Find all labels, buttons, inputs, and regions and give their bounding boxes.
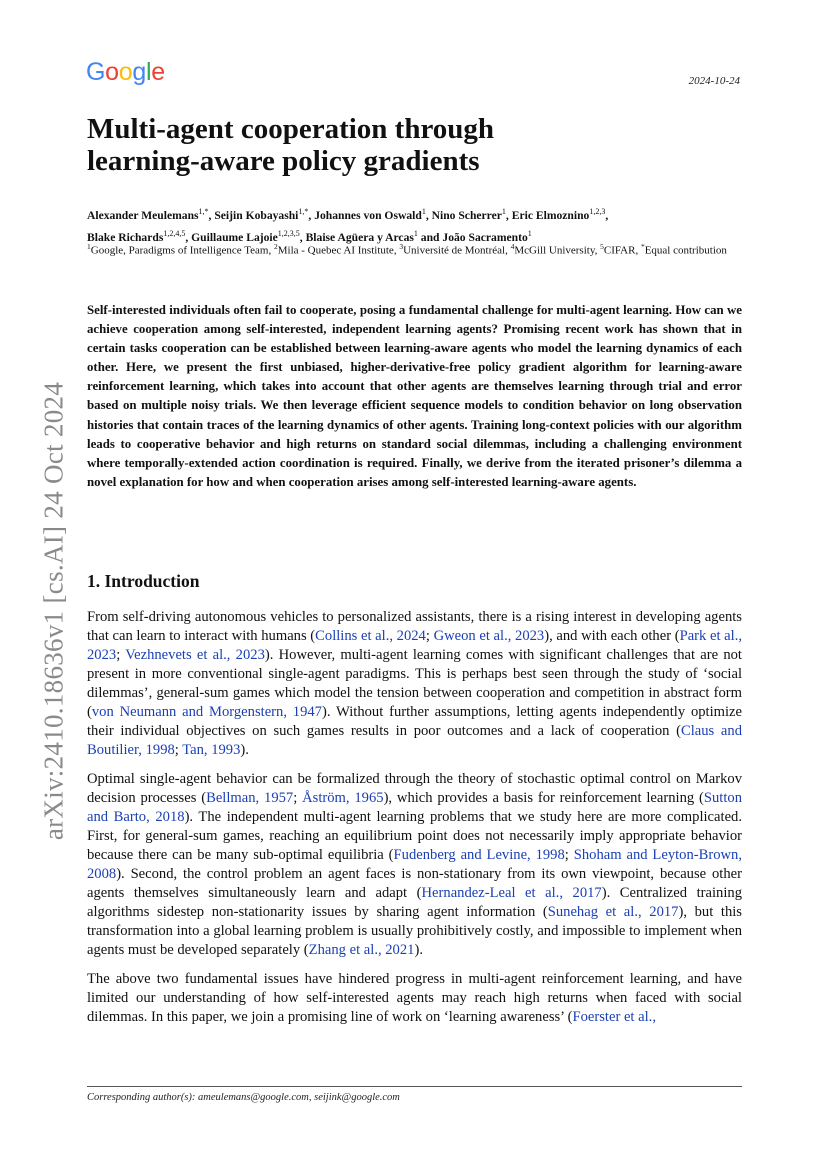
affiliation-text: CIFAR,: [603, 244, 641, 257]
citation-link[interactable]: von Neumann and Morgenstern, 1947: [91, 704, 322, 720]
author-name: Johannes von Oswald: [314, 208, 422, 222]
author-affiliation-mark: 1: [413, 228, 418, 238]
affiliation-text: Equal contribution: [644, 244, 727, 257]
author-name: Blaise Agüera y Arcas: [305, 230, 414, 244]
author-name: Eric Elmoznino: [511, 208, 590, 222]
paragraph-text: ;: [174, 742, 183, 758]
affiliation-mark: *: [640, 242, 645, 251]
paragraph-text: ;: [564, 847, 574, 863]
author-affiliation-mark: 1,2,3,5: [277, 228, 300, 238]
paragraph-2: [87, 770, 742, 960]
author-affiliation-mark: 1,2,4,5: [163, 228, 186, 238]
logo-letter: o: [105, 58, 119, 86]
logo-letter: o: [118, 58, 133, 86]
affiliation-text: Mila - Quebec AI Institute,: [277, 244, 400, 257]
paragraph-text: ).: [240, 742, 249, 758]
paragraph-text: ;: [425, 628, 434, 644]
citation-link[interactable]: Shoham and Leyton-Brown, 2008: [87, 847, 742, 882]
abstract: Self-interested individuals often fail to cooperate, posing a fundamental challenge for multi-agent learning. How can we achieve cooperation among self-interested, independent learning agents? Promising recent work has shown that in certain tasks cooperation can be established between learning-aware agents who model the learning dynamics of each other. Here, we present the first unbiased, higher-derivative-free policy gradient algorithm for learning-aware reinforcement learning, which takes into account that other agents are themselves learning through trial and error based on multiple noisy trials. We then leverage efficient sequence models to condition behavior on long observation histories that contain traces of the learning dynamics of other agents. Training long-context policies with our algorithm leads to cooperative behavior and high returns on standard social dilemmas, including a challenging environment where temporally-extended action coordination is required. Finally, we derive from the iterated prisoner’s dilemma a novel explanation for how and when cooperation arises among self-interested learning-aware agents.: [87, 303, 742, 489]
author-name: João Sacramento: [442, 230, 528, 244]
author-name: Nino Scherrer: [431, 208, 502, 222]
paragraph-text: Optimal single-agent behavior can be formalized through the theory of stochastic optimal control on Markov decision processes (: [87, 771, 742, 806]
citation-link[interactable]: Vezhnevets et al., 2023: [125, 647, 265, 663]
author-name: Blake Richards: [87, 230, 164, 244]
logo-letter: e: [151, 58, 165, 86]
affiliation-text: Google, Paradigms of Intelligence Team,: [90, 244, 274, 257]
title-line-1: Multi-agent cooperation through: [87, 113, 495, 145]
corresponding-author-note: Corresponding author(s): ameulemans@google.com, seijink@google.com: [87, 1092, 400, 1103]
author-name: Seijin Kobayashi: [214, 208, 299, 222]
paragraph-text: ). However, multi-agent learning comes with significant challenges that are not present in more conventional single-agent paradigms. This is perhaps best seen through the study of ‘social dilemmas’, general-sum games which model the tension between cooperation and competition in abstract form (: [87, 647, 742, 720]
author-affiliation-mark: 1,*: [198, 207, 209, 216]
paragraph-text: ).: [414, 942, 423, 958]
author-affiliation-mark: 1: [527, 228, 532, 238]
paragraph-text: ), which provides a basis for reinforcement learning (: [383, 790, 704, 806]
citation-link[interactable]: Hernandez-Leal et al., 2017: [421, 885, 602, 901]
paragraph-text: ). Second, the control problem an agent faces is non-stationary from its own viewpoint, because other agents themselves simultaneously learn and adapt (: [87, 866, 742, 901]
citation-link[interactable]: Tan, 1993: [182, 742, 241, 758]
paragraph-text: ). The independent multi-agent learning problems that we study here are more complicated. First, for general-sum games, reaching an equilibrium point does not necessarily imply appropriate behavior because there can be many sub-optimal equilibria (: [87, 809, 742, 863]
affiliation-mark: 5: [600, 242, 604, 251]
affiliation-mark: 1: [87, 242, 91, 251]
paragraph-text: From self-driving autonomous vehicles to personalized assistants, there is a rising interest in developing agents that can learn to interact with humans (: [87, 609, 742, 644]
citation-link[interactable]: Sunehag et al., 2017: [547, 904, 679, 920]
affiliation-text: McGill University,: [514, 244, 601, 257]
citation-link[interactable]: Bellman, 1957: [206, 790, 294, 806]
citation-link[interactable]: Collins et al., 2024: [315, 628, 426, 644]
logo-letter: l: [145, 58, 152, 86]
affiliations: [87, 240, 737, 258]
paragraph-3: [87, 970, 742, 1027]
author-affiliation-mark: 1,*: [298, 207, 309, 216]
google-logo: [86, 58, 165, 86]
affiliation-mark: 2: [273, 242, 278, 251]
paragraph-text: ;: [293, 790, 303, 806]
author-name: Alexander Meulemans: [87, 208, 199, 222]
citation-link[interactable]: Gweon et al., 2023: [433, 628, 545, 644]
citation-link[interactable]: Claus and Boutilier, 1998: [87, 723, 742, 758]
paragraph-text: ). Centralized training algorithms sidestep non-stationarity issues by sharing agent information (: [87, 885, 742, 920]
paragraph-1: [87, 608, 742, 760]
author-affiliation-mark: 1: [501, 207, 506, 216]
paragraph-text: ), but this transformation into a global learning problem is usually prohibitively costly, and impossible to implement when agents must be developed separately (: [87, 904, 742, 958]
title-line-2: learning-aware policy gradients: [87, 145, 480, 177]
citation-link[interactable]: Åström, 1965: [302, 790, 384, 806]
logo-letter: g: [132, 58, 146, 86]
author-conjunction: and: [420, 230, 440, 244]
paragraph-text: ), and with each other (: [544, 628, 680, 644]
paragraph-text: ). Without further assumptions, letting agents independently optimize their individual objectives on such games results in poor outcomes and a lack of cooperation (: [87, 704, 743, 739]
footnote-divider: [87, 1086, 742, 1087]
paper-title: [87, 113, 647, 177]
author-name: Guillaume Lajoie: [191, 230, 278, 244]
citation-link[interactable]: Zhang et al., 2021: [308, 942, 415, 958]
author-affiliation-mark: 1,2,3: [589, 207, 606, 216]
publication-date: 2024-10-24: [688, 75, 740, 87]
citation-link[interactable]: Sutton and Barto, 2018: [87, 790, 742, 825]
citation-link[interactable]: Park et al., 2023: [87, 628, 742, 663]
body-text: [87, 608, 742, 1037]
author-affiliation-mark: 1: [421, 207, 426, 216]
arxiv-identifier: arXiv:2410.18636v1 [cs.AI] 24 Oct 2024: [38, 381, 69, 841]
paragraph-text: The above two fundamental issues have hindered progress in multi-agent reinforcement learning, and have limited our understanding of how self-interested agents may reach high returns when faced with social dilemmas. In this paper, we join a promising line of work on ‘learning awareness’ (: [87, 971, 742, 1025]
logo-letter: G: [86, 58, 106, 86]
citation-link[interactable]: Foerster et al.,: [572, 1009, 656, 1025]
affiliation-text: Université de Montréal,: [403, 244, 511, 257]
citation-link[interactable]: Fudenberg and Levine, 1998: [393, 847, 565, 863]
section-heading: 1. Introduction: [87, 571, 200, 591]
affiliation-mark: 4: [510, 242, 515, 251]
paragraph-text: ;: [116, 647, 126, 663]
affiliation-mark: 3: [399, 242, 404, 251]
author-list: Alexander Meulemans$^{1,*}$, Seijin Kobayashi$^{1,*}$, Johannes von Oswald$^1$, Nino Scherrer$^1$, Eric Elmoznino$^{1,2,3}$, Blake Richards$^{1,2,4,5}$, Guillaume Lajoie$^{1,2,3,5}$, Blaise Agüera y Arcas$^1$ and João Sacramento$^1$: [87, 207, 609, 244]
